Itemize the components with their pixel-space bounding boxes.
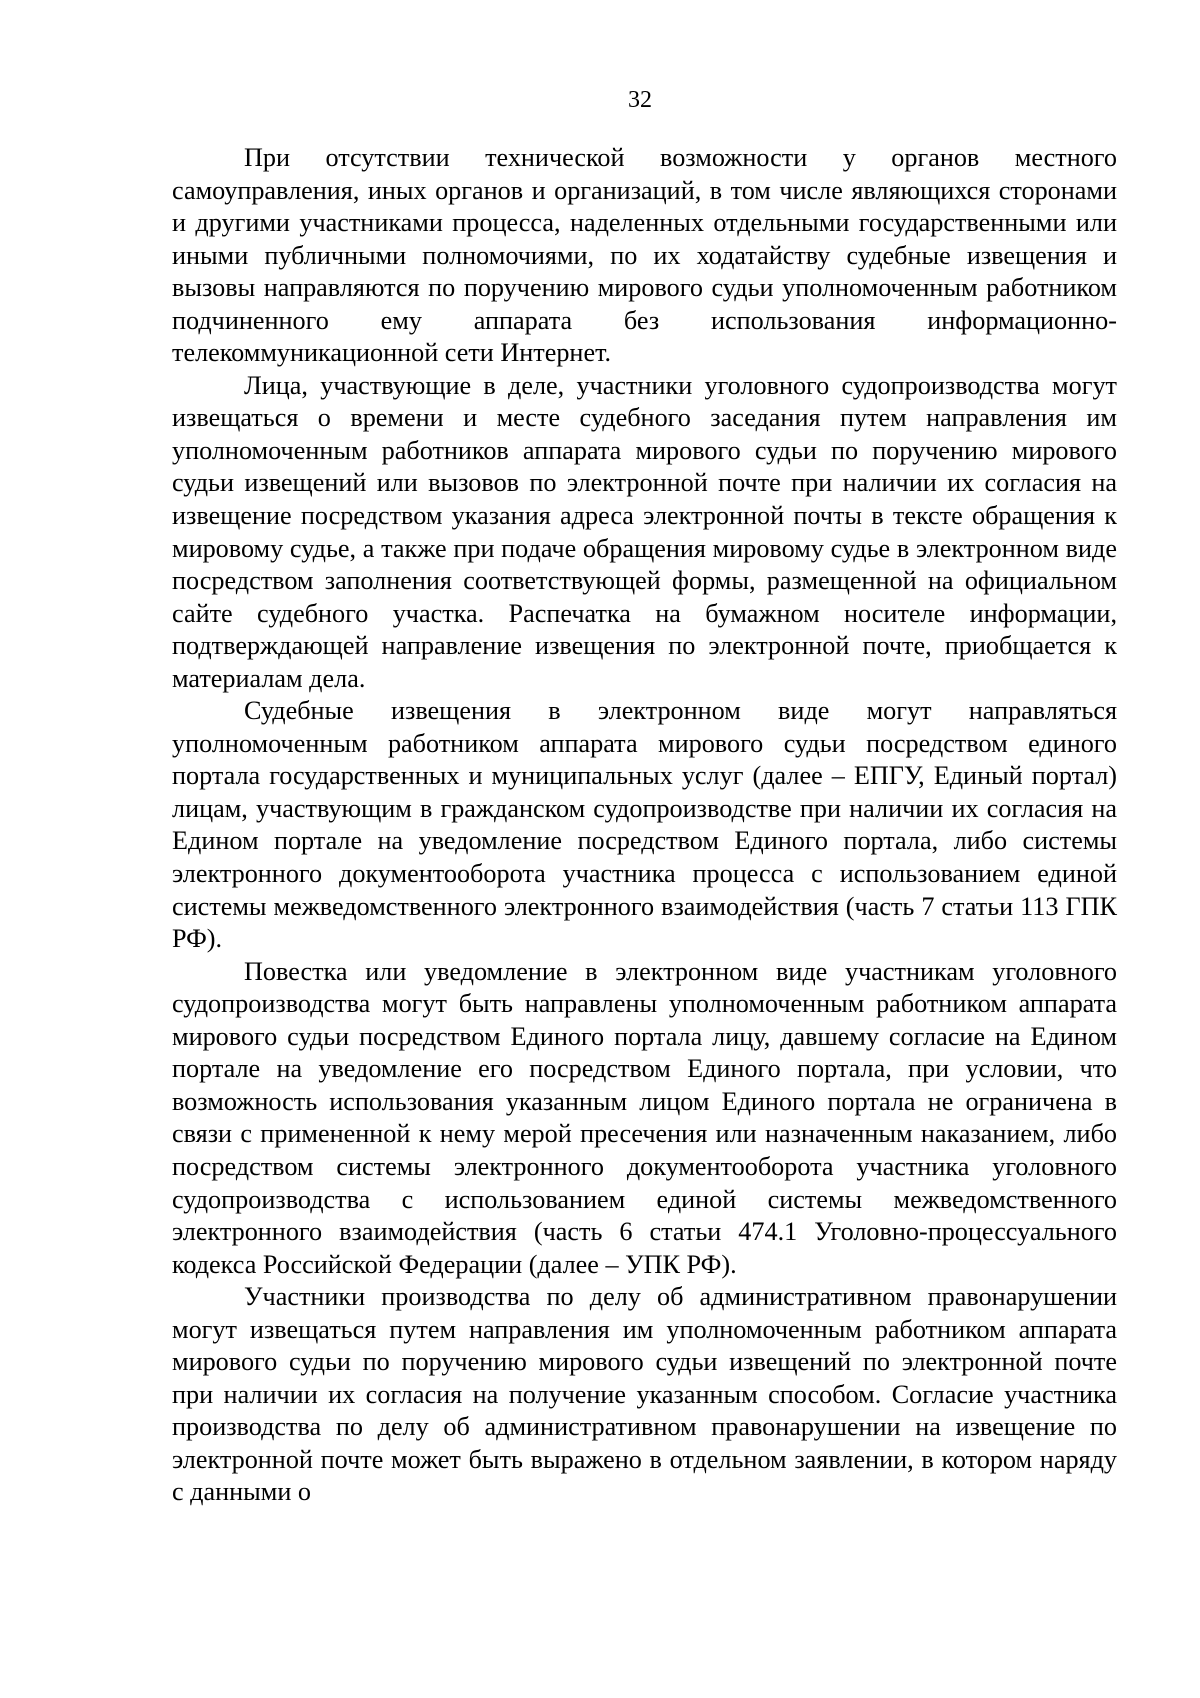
paragraph-administrative: Участники производства по делу об административном правонарушении могут извещаться путем направления им уполномоченным работником аппарата мирового судьи по поручению мирового судьи извещений по электронной почте при наличии их согласия на получение указанным способом. Согласие участника производства по делу об административном правонарушении на извещение по электронной почте может быть выражено в отдельном заявлении, в котором наряду с данными о — [172, 1282, 1117, 1507]
paragraph-no-tech-capability: При отсутствии технической возможности у органов местного самоуправления, иных органов и организаций, в том числе являющихся сторонами и другими участниками процесса, наделенных отдельными государственными или иными публичными полномочиями, по их ходатайству судебные извещения и вызовы направляются по поручению мирового судьи уполномоченным работником подчиненного ему аппарата без использования информационно-телекоммуникационной сети Интернет. — [172, 143, 1117, 368]
paragraph-epgu-criminal: Повестка или уведомление в электронном виде участникам уголовного судопроизводства могут быть направлены уполномоченным работником аппарата мирового судьи посредством Единого портала лицу, давшему согласие на Едином портале на уведомление его посредством Единого портала, при условии, что возможность использования указанным лицом Единого портала не ограничена в связи с примененной к нему мерой пресечения или назначенным наказанием, либо посредством системы электронного документооборота участника уголовного судопроизводства с использованием единой системы межведомственного электронного взаимодействия (часть 6 статьи 474.1 Уголовно-процессуального кодекса Российской Федерации (далее – УПК РФ). — [172, 956, 1117, 1279]
paragraph-email-notification: Лица, участвующие в деле, участники уголовного судопроизводства могут извещаться о времени и месте судебного заседания путем направления им уполномоченным работников аппарата мирового судьи по поручению мирового судьи извещений или вызовов по электронной почте при наличии их согласия на извещение посредством указания адреса электронной почты в тексте обращения к мировому судье, а также при подаче обращения мировому судье в электронном виде посредством заполнения соответствующей формы, размещенной на официальном сайте судебного участка. Распечатка на бумажном носителе информации, подтверждающей направление извещения по электронной почте, приобщается к материалам дела. — [172, 370, 1117, 693]
paragraph-epgu-civil: Судебные извещения в электронном виде могут направляться уполномоченным работником аппарата мирового судьи посредством единого портала государственных и муниципальных услуг (далее – ЕПГУ, Единый портал) лицам, участвующим в гражданском судопроизводстве при наличии их согласия на Едином портале на уведомление посредством Единого портала, либо системы электронного документооборота участника процесса с использованием единой системы межведомственного электронного взаимодействия (часть 7 статьи 113 ГПК РФ). — [172, 696, 1117, 954]
page-number: 32 — [628, 87, 652, 113]
document-body — [172, 142, 1117, 1509]
